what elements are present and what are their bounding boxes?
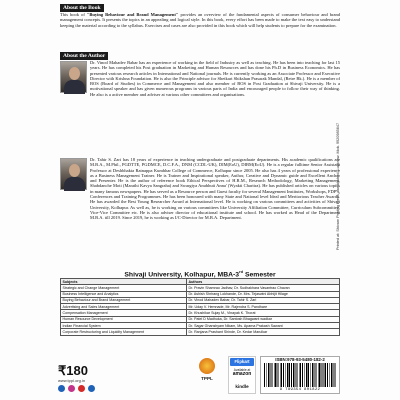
publisher-logo-icon xyxy=(199,358,215,374)
table-cell: Dr. Pravin Shamrao Jadhav, Dr. Sudhakhara Vasantrao Chavan xyxy=(187,285,340,291)
table-cell: Dr. Sagar Ghanshyam Nikam, Ms. Aparna Prakash Sawant xyxy=(187,322,340,328)
social-icons xyxy=(58,385,95,392)
table-cell: Buying Behaviour and Brand Management xyxy=(61,297,187,303)
table-cell: Business Intelligence and Analytics xyxy=(61,291,187,297)
isbn-label: ISBN:978-93-5480-182-2 xyxy=(275,357,325,362)
author2-bio: Dr. Tahir S. Zari has 18 years of experience in teaching undergraduate and postgraduate departments. His academic qualifications are M.B.A., M.Phil., PGDTTE, PGDMCE, D.C.F.A., DNM (CCDL-UK), DIM(EoU), DIBM(EoU). He is a regular fulltime Senior Assistant Professor at Deshbhakta Ratnappa Kumbhar College of Commerce, Kolhapur since 2005. He also has 4 years of professional experience as a Business Management Trainer. He is Trainer and Inspirational speaker, Author, Creative and Dynamic guide and Excellent Anchor and Presenter. He is the author of reference book Ethical Perspectives of H.R.M., Research Methodology, Marketing Management, Shabdanche Moti (Marathi Kavya Sangraha) and Swargiya Anubhuti Anna' (Wyakti Charitra). He has published articles on various topics in many famous newspapers. He has served as a Resource person and Guest faculty for several Management Institutes, Workshops, FDP's, Conferences and Training Programmes. He has been honoured with many State and National level Ideal and Meritorious Teacher Awards. He has awarded the Best Young Researcher Award at International level. He is working on various committees and activities of Shivaji University, Kolhapur. As well as, he is working on various committees like University Affiliation Committee, Curriculum Subcommittee, Vice-Vice Committee etc. He is also adviser director of educational institute and school. He has worked as Head of the Department M.B.A. till 2019. Since 2019, he is working as I/C-Director for M.B.A. Department. xyxy=(90,157,340,221)
table-cell: Advertising and Sales Management xyxy=(61,304,187,310)
flipkart-badge: Flipkart xyxy=(230,358,254,366)
table-cell: Compensation Management xyxy=(61,310,187,316)
about-book-text: This book of "Buying Behaviour and Brand Management" provides an overview of the fundamental aspects of consumer behaviour and brand management concepts. It presents the topics in an appealing and logical style. In this book, every effort has been made to make the text easy to understand keeping the material according to the syllabus. Exercises and cases are also provided in this book which will help students to prepare for the examination. xyxy=(60,12,341,28)
table-cell: Dr. Patel D Madhuka, Dr. Santosh Bhagwant wadkar xyxy=(187,316,340,322)
table-cell: Dr. Ashish Shrirang Lokhande, Dr. Mrs. Tejaswini Abhijit Hilage xyxy=(187,291,340,297)
table-cell: Mr. Uday V. Hemnade, Mr. Rajendra S. Pandhare xyxy=(187,304,340,310)
barcode-icon xyxy=(264,363,336,387)
kindle-badge: kindle xyxy=(235,384,249,389)
semester-title: Shivaji University, Kolhapur, MBA-3rd Semester xyxy=(124,269,276,279)
subjects-table xyxy=(60,278,340,336)
table-row xyxy=(61,329,340,335)
price-label: ₹180 xyxy=(58,363,88,378)
table-cell: Dr. Ranjana Prashant Shinde, Dr. Kedar Marulkar xyxy=(187,329,340,335)
table-cell: Indian Financial System xyxy=(61,322,187,328)
twitter-icon[interactable] xyxy=(88,385,95,392)
website-link[interactable]: www.tppl.org.in xyxy=(58,378,86,383)
table-cell: Strategic and Change Management xyxy=(61,285,187,291)
table-cell: Dr. Vinod Mahadev Babar, Dr. Tahir S. Zari xyxy=(187,297,340,303)
author1-bio: Dr. Vinod Mahadev Babar has an experience of working in the field of Industry as well as teaching. He has been into teaching for last 15 years. He has completed his Post graduation in Marketing and Human Resources and has done his Ph.D in Business Economics. He has presented various research articles in International and National journals. He is currently working as an Associate Professor and Executive Director with Krishna Foundation. He is also the Principle advisor for Shetkari Shikshan Prasarak Mandal, (Retre Bk.). He is a member of BOS (Board of Studies) in Commerce and Management and also member of BOS in Post Graduation at Shivaji University. He is a motivational speaker and has given numerous programs in various parts of India and encouraged people to follow their way of thinking. He also is a active member and adviser at various other committees and organisations. xyxy=(90,60,340,97)
printer-side-text: Printed at: Shivam Printing Press, Jambhkhed, Lucknow. Mob. 9920985647 xyxy=(336,122,340,250)
about-author-heading: About the Author xyxy=(60,52,108,60)
youtube-icon[interactable] xyxy=(78,385,85,392)
author2-photo xyxy=(60,158,87,190)
barcode-digits: 9 789354 801822 xyxy=(279,388,321,392)
publisher-logo-text: TPPL xyxy=(201,376,213,381)
amazon-badge: Available at amazon xyxy=(232,368,252,377)
table-cell: Corporate Restructuring and Liquidity Management xyxy=(61,329,187,335)
table-header: Subjects xyxy=(61,279,187,285)
table-cell: Human Resource Development xyxy=(61,316,187,322)
about-book-heading: About the Book xyxy=(60,4,104,12)
instagram-icon[interactable] xyxy=(68,385,75,392)
table-header: Authors xyxy=(187,279,340,285)
table-cell: Dr. Khushikar Sujay M., Vinayak K. Thorat xyxy=(187,310,340,316)
facebook-icon[interactable] xyxy=(58,385,65,392)
author1-photo xyxy=(60,61,87,93)
